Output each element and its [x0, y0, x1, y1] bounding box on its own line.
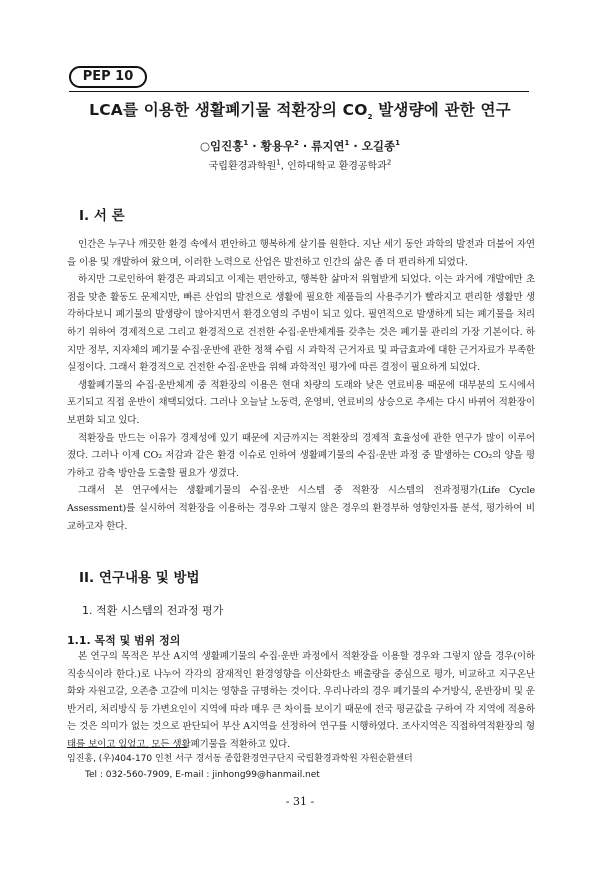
header-rule [69, 91, 529, 92]
section-heading-methods: II. 연구내용 및 방법 [79, 570, 200, 586]
footnote [67, 751, 537, 783]
author-list [40, 138, 560, 154]
affiliation: 국립환경과학원$^1$, [208, 158, 288, 172]
subsection-heading: 1. 적환 시스템의 전과정 평가 [82, 604, 224, 617]
author: 황용우$^2$ · [260, 139, 312, 153]
author: ○임진홍$^1$ · [199, 139, 261, 153]
introduction-body [67, 236, 535, 535]
session-badge: PEP 10 [69, 66, 147, 88]
page-number: - 31 - [285, 795, 315, 808]
affiliation: 인하대학교 환경공학과$^2$ [287, 158, 392, 172]
paragraph: 인간은 누구나 깨끗한 환경 속에서 편안하고 행복하게 살기를 원한다. 지난 세기 동안 과학의 발전과 더불어 자연을 이용 및 개발하여 왔으며, 이러한 노력으로 산업은 발전하고 인간의 삶은 좀 더 편리하게 되었다. [67, 239, 535, 268]
paragraph: 생활폐기물의 수집·운반체계 중 적환장의 이용은 현대 차량의 도래와 낮은 연료비용 때문에 대부분의 도시에서 포기되고 직접 운반이 채택되었다. 그러나 오늘날 노동력, 운영비, 연료비의 상승으로 추세는 다시 바뀌어 적환장이 보편화 되고 있다. [67, 379, 535, 426]
footnote-contact: Tel : 032-560-7909, E-mail : jinhong99@hanmail.net [85, 770, 320, 780]
subsubsection-heading: 1.1. 목적 및 범위 정의 [67, 634, 181, 647]
author: 오길종$^1$ [361, 139, 401, 153]
section-heading-introduction: I. 서 론 [79, 208, 125, 224]
paragraph: 적환장을 만드는 이유가 경제성에 있기 때문에 지금까지는 적환장의 경제적 효율성에 관한 연구가 많이 이루어 졌다. 그러나 이제 CO₂ 저감과 같은 환경 이슈로 인하여 생활폐기물의 수집·운반 과정 중 발생하는 CO₂의 양을 평가하고 감축 방안을 도출할 필요가 생겼다. [67, 432, 535, 479]
affiliation-list [40, 157, 560, 172]
paragraph: 그래서 본 연구에서는 생활폐기물의 수집·운반 시스템 중 적환장 시스템의 전과정평가(Life Cycle Assessment)를 실시하여 적환장을 이용하는 경우와 그렇지 않은 경우의 환경부하 영향인자를 분석, 평가하여 비교하고자 한다. [67, 485, 535, 532]
paper-title: LCA를 이용한 생활폐기물 적환장의 $CO_2$ 발생량에 관한 연구 [89, 101, 511, 122]
author: 류지연$^1$ · [311, 139, 362, 153]
paragraph: 하지만 그로인하여 환경은 파괴되고 이제는 편안하고, 행복한 삶마저 위협받게 되었다. 이는 과거에 개발에만 초점을 맞춘 활동도 문제지만, 빠른 산업의 발전으로 생활에 필요한 제품들의 사용주기가 빨라지고 편리한 생활만 생각하다보니 폐기물의 발생량이 많아지면서 환경오염의 주범이 되고 있다. 필연적으로 발생하게 되는 폐기물을 처리하기 위하여 경제적으로 그리고 환경적으로 건전한 수집·운반체계를 갖추는 것은 폐기물 관리의 가장 기본이다. 하지만 정부, 지자체의 폐기물 수집·운반에 관한 정책 수립 시 과학적 근거자료 및 파급효과에 대한 근거자료가 부족한 실정이다. 그래서 환경적으로 건전한 수집·운반을 위해 과학적인 평가에 따른 결정이 필요하게 되었다. [67, 274, 535, 374]
footnote-rule [67, 747, 187, 748]
methods-body [67, 648, 535, 754]
paragraph: 본 연구의 목적은 부산 A지역 생활폐기물의 수집·운반 과정에서 적환장을 이용할 경우와 그렇지 않을 경우(이하 직송식이라 한다.)로 나누어 각각의 잠재적인 환경영향을 이산화탄소 배출량을 중심으로 평가, 비교하고 지구온난화와 자원고갈, 오존층 고갈에 미치는 영향을 규명하는 것이다. 우리나라의 경우 폐기물의 수거방식, 운반장비 및 운반거리, 처리방식 등 가변요인이 지역에 따라 매우 큰 차이를 보이기 때문에 전국 평균값을 구하여 각 지역에 적용하는 것은 의미가 없는 것으로 판단되어 부산 A지역을 선정하여 연구를 시행하였다. 조사지역은 직접하역적환장의 형태를 보이고 있었고, 모든 생활폐기물을 적환하고 있다. [67, 651, 535, 750]
footnote-address: 임진홍, (우)404-170 인천 서구 경서동 종합환경연구단지 국립환경과학원 자원순환센터 [67, 754, 413, 764]
